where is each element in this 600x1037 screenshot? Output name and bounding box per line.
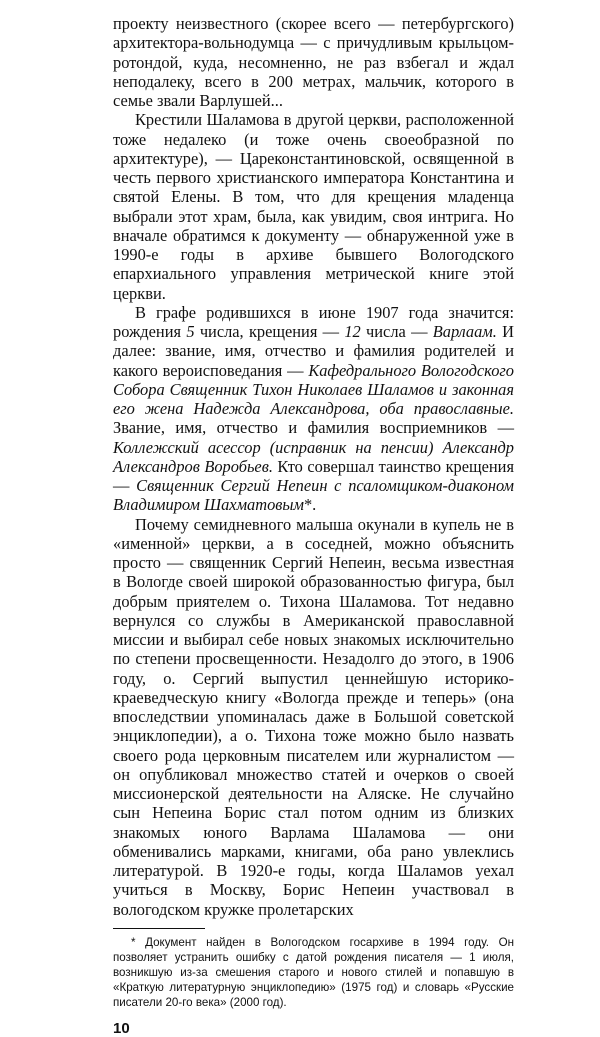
paragraph — [113, 515, 514, 919]
italic-run: Священник Сергий Непеин с псаломщиком-диаконом Владимиром Шахматовым — [113, 476, 514, 515]
text-run: Кто совершал таинство крещения — — [113, 456, 514, 495]
text-run: И далее: звание, имя, отчество и фамилия родителей и какого вероисповедания — — [113, 322, 514, 380]
italic-run: 5 — [186, 322, 195, 341]
italic-run: Кафедрального Вологодского Собора Священник Тихон Николаев Шаламов и законная его жена Надежда Александрова, оба православные. — [113, 360, 514, 418]
text-run: числа, крещения — — [194, 322, 345, 341]
italic-run: 12 — [344, 322, 361, 341]
text-run: В графе родившихся в июне 1907 года значится: рождения — [113, 302, 514, 341]
text-run: *. — [303, 495, 317, 515]
text-run: Звание, имя, отчество и фамилия восприемников — — [113, 418, 514, 438]
paragraph — [113, 110, 514, 303]
text-run: Почему семидневного малыша окунали в купель не в «именной» церкви, а в соседней, можно объяснить просто — священник Сергий Непеин, весьма известная в Вологде своей широкой образованностью фигура, был добрым приятелем о. Тихона Шаламова. Тот недавно вернулся со службы в Американской православной миссии и выбирал себе новых знакомых исключительно по степени просвещенности. Незадолго до этого, в 1906 году, о. Сергий выпустил ценнейшую историко-краеведческую книгу «Вологда прежде и теперь» (она впоследствии упоминалась даже в Большой советской энциклопедии), а о. Тихона тоже можно было назвать своего рода церковным писателем или журналистом — он опубликовал множество статей и очерков о своей миссионерской деятельности на Аляске. Не случайно сын Непеина Борис стал потом одним из близких знакомых юного Варлама Шаламова — они обменивались марками, книгами, оба рано увлеклись литературой. В 1920-е годы, когда Шаламов уехал учиться в Москву, Борис Непеин участвовал в вологодском кружке пролетарских — [113, 514, 514, 919]
footnote-divider — [113, 928, 205, 929]
italic-run: Коллежский асессор (исправник на пенсии) Александр Александров Воробьев. — [113, 437, 514, 476]
paragraph — [113, 14, 514, 110]
page-number: 10 — [113, 1019, 130, 1037]
text-run: Крестили Шаламова в другой церкви, расположенной тоже недалеко (и тоже очень своеобразной по архитектуре), — Цареконстантиновской, освященной в честь первого христианского императора Константина и святой Елены. В том, что для крещения младенца выбрали этот храм, была, как увидим, своя интрига. Но вначале обратимся к документу — обнаруженной уже в 1990-е годы в архиве бывшего Вологодского епархиального управления метрической книге этой церкви. — [113, 110, 514, 303]
footnote: * Документ найден в Вологодском госархиве в 1994 году. Он позволяет устранить ошибку с датой рождения писателя — 1 июля, возникшую из-за смешения старого и нового стилей и попавшую в «Краткую литературную энциклопедию» (1975 год) и словарь «Русские писатели 20-го века» (2000 год). — [113, 935, 514, 1009]
paragraph — [113, 303, 514, 515]
text-run: проекту неизвестного (скорее всего — петербургского) архитектора-вольнодумца — с причудливым крыльцом-ротондой, куда, несомненно, не раз взбегал и ждал неподалеку, всего в 200 метрах, мальчик, которого в семье звали Варлушей... — [113, 14, 514, 110]
text-run: числа — — [360, 322, 433, 341]
body-text — [113, 14, 514, 919]
italic-run: Варлаам. — [432, 322, 497, 341]
